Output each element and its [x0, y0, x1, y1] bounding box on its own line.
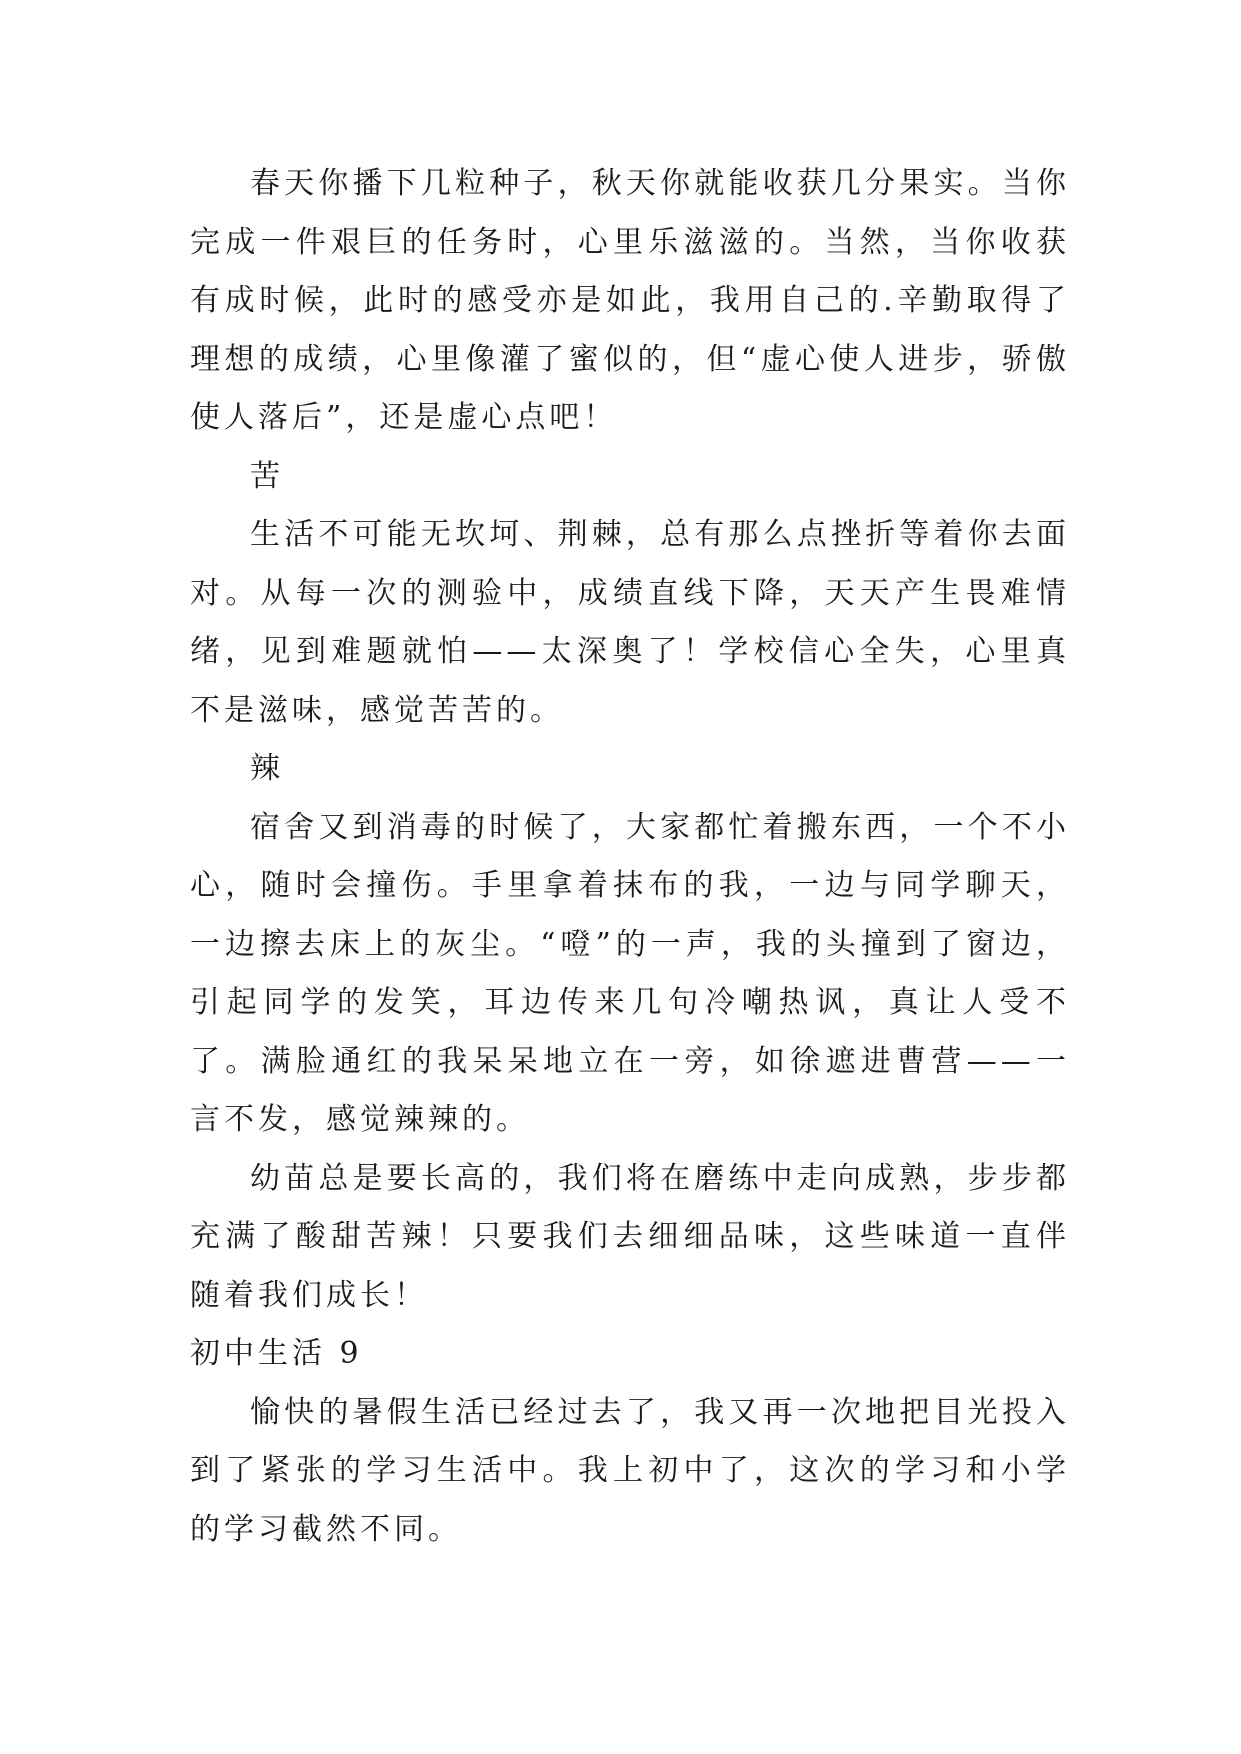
paragraph-harvest: 春天你播下几粒种子，秋天你就能收获几分果实。当你完成一件艰巨的任务时，心里乐滋滋的。当然，当你收获有成时候，此时的感受亦是如此，我用自己的.辛勤取得了理想的成绩，心里像灌了蜜似的，但“虚心使人进步，骄傲使人落后”，还是虚心点吧！: [190, 166, 1070, 435]
section-heading-spicy: 辣: [250, 751, 284, 786]
paragraph-bitter: 生活不可能无坎坷、荆棘，总有那么点挫折等着你去面对。从每一次的测验中，成绩直线下降，天天产生畏难情绪，见到难题就怕——太深奥了！学校信心全失，心里真不是滋味，感觉苦苦的。: [190, 517, 1070, 728]
essay-title: 初中生活 9: [190, 1336, 363, 1371]
section-heading-bitter: 苦: [250, 458, 284, 494]
document-body: [190, 155, 1070, 1559]
paragraph-conclusion: 幼苗总是要长高的，我们将在磨练中走向成熟，步步都充满了酸甜苦辣！只要我们去细细品味，这些味道一直伴随着我们成长！: [190, 1160, 1070, 1313]
paragraph-essay-intro: 愉快的暑假生活已经过去了，我又再一次地把目光投入到了紧张的学习生活中。我上初中了，这次的学习和小学的学习截然不同。: [190, 1394, 1070, 1547]
paragraph-spicy: 宿舍又到消毒的时候了，大家都忙着搬东西，一个不小心，随时会撞伤。手里拿着抹布的我，一边与同学聊天，一边擦去床上的灰尘。“噔”的一声，我的头撞到了窗边，引起同学的发笑，耳边传来几句冷嘲热讽，真让人受不了。满脸通红的我呆呆地立在一旁，如徐遮进曹营——一言不发，感觉辣辣的。: [190, 809, 1070, 1137]
